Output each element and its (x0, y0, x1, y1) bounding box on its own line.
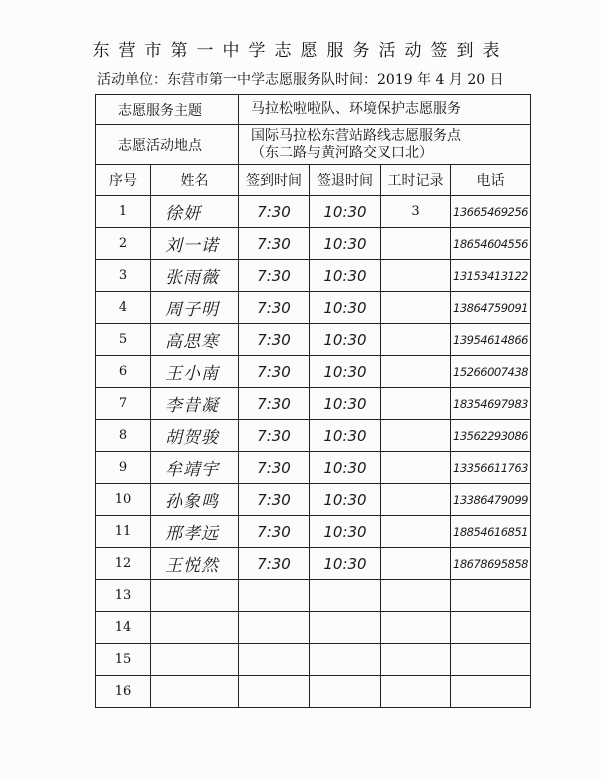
table-row (96, 228, 531, 260)
hours-record (381, 644, 451, 676)
sign-in-time: 7:30 (239, 260, 310, 292)
phone-number: 13562293086 (451, 420, 531, 452)
header-sign-out: 签退时间 (310, 165, 381, 196)
volunteer-name: 刘一诺 (151, 228, 239, 260)
hours-record (381, 516, 451, 548)
row-number: 1 (96, 196, 151, 228)
phone-number: 18354697983 (451, 388, 531, 420)
sign-in-time: 7:30 (239, 292, 310, 324)
sign-in-time: 7:30 (239, 388, 310, 420)
table-row (96, 676, 531, 708)
volunteer-name: 王小南 (151, 356, 239, 388)
sign-in-time: 7:30 (239, 484, 310, 516)
volunteer-name (151, 612, 239, 644)
row-number: 10 (96, 484, 151, 516)
location-line-2: （东二路与黄河路交叉口北） (251, 144, 433, 161)
table-row (96, 580, 531, 612)
volunteer-name (151, 644, 239, 676)
row-number: 7 (96, 388, 151, 420)
header-name: 姓名 (151, 165, 239, 196)
sign-in-time: 7:30 (239, 228, 310, 260)
table-row (96, 324, 531, 356)
theme-label: 志愿服务主题 (96, 95, 239, 125)
volunteer-name: 胡贺骏 (151, 420, 239, 452)
volunteer-name: 李昔凝 (151, 388, 239, 420)
table-row (96, 356, 531, 388)
sign-out-time: 10:30 (310, 420, 381, 452)
header-phone: 电话 (451, 165, 531, 196)
phone-number (451, 580, 531, 612)
row-number: 3 (96, 260, 151, 292)
row-number: 6 (96, 356, 151, 388)
sign-out-time (310, 612, 381, 644)
phone-number: 15266007438 (451, 356, 531, 388)
hours-record (381, 484, 451, 516)
hours-record: 3 (381, 196, 451, 228)
phone-number: 13356611763 (451, 452, 531, 484)
phone-number: 13864759091 (451, 292, 531, 324)
hours-record (381, 420, 451, 452)
sign-out-time: 10:30 (310, 388, 381, 420)
phone-number: 18678695858 (451, 548, 531, 580)
activity-unit-line: 活动单位：东营市第一中学志愿服务队时间：2019 年 4 月 20 日 (97, 72, 504, 88)
hours-record (381, 548, 451, 580)
header-sign-in: 签到时间 (239, 165, 310, 196)
table-row (96, 452, 531, 484)
volunteer-name: 邢孝远 (151, 516, 239, 548)
row-number: 8 (96, 420, 151, 452)
sign-out-time (310, 580, 381, 612)
location-line-1: 国际马拉松东营站路线志愿服务点 (251, 127, 461, 144)
volunteer-name: 徐妍 (151, 196, 239, 228)
row-number: 16 (96, 676, 151, 708)
sign-out-time: 10:30 (310, 516, 381, 548)
sign-in-time: 7:30 (239, 548, 310, 580)
sign-in-time: 7:30 (239, 516, 310, 548)
volunteer-name (151, 580, 239, 612)
sign-out-time: 10:30 (310, 484, 381, 516)
row-number: 11 (96, 516, 151, 548)
volunteer-name (151, 676, 239, 708)
sign-out-time: 10:30 (310, 356, 381, 388)
phone-number (451, 612, 531, 644)
sign-out-time: 10:30 (310, 452, 381, 484)
hours-record (381, 452, 451, 484)
hours-record (381, 324, 451, 356)
location-value (239, 125, 531, 165)
sign-out-time: 10:30 (310, 228, 381, 260)
sheet-title: 东营市第一中学志愿服务活动签到表 (92, 41, 509, 61)
hours-record (381, 580, 451, 612)
sign-in-time: 7:30 (239, 196, 310, 228)
sign-in-table (95, 94, 531, 708)
hours-record (381, 676, 451, 708)
table-row (96, 516, 531, 548)
hours-record (381, 388, 451, 420)
volunteer-name: 牟靖宇 (151, 452, 239, 484)
volunteer-name: 周子明 (151, 292, 239, 324)
sign-in-time: 7:30 (239, 356, 310, 388)
phone-number: 13954614866 (451, 324, 531, 356)
table-row (96, 548, 531, 580)
phone-number: 13386479099 (451, 484, 531, 516)
sign-in-time: 7:30 (239, 420, 310, 452)
sign-out-time (310, 676, 381, 708)
sign-out-time: 10:30 (310, 324, 381, 356)
theme-value: 马拉松啦啦队、环境保护志愿服务 (239, 95, 531, 125)
volunteer-name: 高思寒 (151, 324, 239, 356)
table-row (96, 260, 531, 292)
sign-in-time: 7:30 (239, 324, 310, 356)
header-row (96, 165, 531, 196)
sign-out-time: 10:30 (310, 292, 381, 324)
sign-out-time (310, 644, 381, 676)
sign-in-time (239, 580, 310, 612)
hours-record (381, 356, 451, 388)
volunteer-name: 王悦然 (151, 548, 239, 580)
volunteer-name: 孙象鸣 (151, 484, 239, 516)
row-number: 2 (96, 228, 151, 260)
sign-in-time (239, 612, 310, 644)
table-row (96, 388, 531, 420)
sign-out-time: 10:30 (310, 260, 381, 292)
sign-out-time: 10:30 (310, 196, 381, 228)
hours-record (381, 260, 451, 292)
table-row (96, 644, 531, 676)
volunteer-name: 张雨薇 (151, 260, 239, 292)
sign-out-time: 10:30 (310, 548, 381, 580)
hours-record (381, 292, 451, 324)
row-number: 4 (96, 292, 151, 324)
phone-number (451, 644, 531, 676)
sign-in-time (239, 644, 310, 676)
phone-number: 13665469256 (451, 196, 531, 228)
table-row (96, 612, 531, 644)
hours-record (381, 228, 451, 260)
row-number: 13 (96, 580, 151, 612)
row-number: 5 (96, 324, 151, 356)
row-number: 12 (96, 548, 151, 580)
header-no: 序号 (96, 165, 151, 196)
row-number: 9 (96, 452, 151, 484)
phone-number: 18854616851 (451, 516, 531, 548)
hours-record (381, 612, 451, 644)
phone-number: 13153413122 (451, 260, 531, 292)
table-row (96, 484, 531, 516)
table-row (96, 420, 531, 452)
row-number: 14 (96, 612, 151, 644)
phone-number: 18654604556 (451, 228, 531, 260)
sign-in-time (239, 676, 310, 708)
table-row (96, 196, 531, 228)
sign-in-time: 7:30 (239, 452, 310, 484)
header-hours: 工时记录 (381, 165, 451, 196)
table-row (96, 292, 531, 324)
location-label: 志愿活动地点 (96, 125, 239, 165)
phone-number (451, 676, 531, 708)
row-number: 15 (96, 644, 151, 676)
